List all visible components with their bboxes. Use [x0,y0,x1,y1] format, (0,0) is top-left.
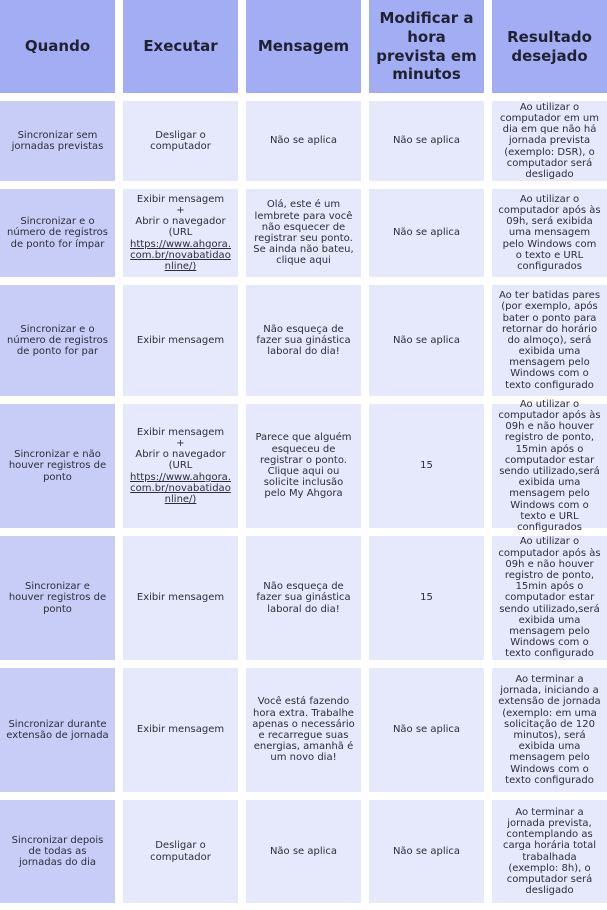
header-resultado: Resultado desejado [492,0,607,93]
cell-quando: Sincronizar e houver registros de ponto [0,536,115,660]
cell-executar: Desligar o computador [123,800,238,903]
cell-quando: Sincronizar e o número de registros de ponto for par [0,285,115,396]
cell-resultado: Ao utilizar o computador após às 09h e não houver registro de ponto, 15min após o computador estar sendo utilizado,será exibida uma mensagem pelo Windows com o texto e URL configurados [492,404,607,528]
cell-resultado: Ao utilizar o computador após às 09h, será exibida uma mensagem pelo Windows com o texto e URL configurados [492,189,607,277]
cell-quando: Sincronizar depois de todas as jornadas do dia [0,800,115,903]
cell-mensagem: Não se aplica [246,800,361,903]
cell-mensagem: Não se aplica [246,101,361,181]
cell-mensagem: Não esqueça de fazer sua ginástica laboral do dia! [246,285,361,396]
cell-minutos: 15 [369,536,484,660]
cell-minutos: 15 [369,404,484,528]
cell-minutos: Não se aplica [369,668,484,792]
cell-quando: Sincronizar sem jornadas previstas [0,101,115,181]
cell-executar [123,189,238,277]
url-link[interactable]: https://www.ahgora.com.br/novabatidaonline/) [130,238,231,272]
cell-resultado: Ao terminar a jornada, iniciando a extensão de jornada (exemplo: em uma solicitação de 120 minutos), será exibida uma mensagem pelo Windows com o texto configurado [492,668,607,792]
cell-minutos: Não se aplica [369,285,484,396]
executar-line: Abrir o navegador (URL [135,216,226,239]
cell-minutos: Não se aplica [369,101,484,181]
cell-mensagem: Parece que alguém esqueceu de registrar o ponto. Clique aqui ou solicite inclusão pelo My Ahgora [246,404,361,528]
cell-executar: Desligar o computador [123,101,238,181]
executar-line: Abrir o navegador (URL [135,449,226,472]
cell-resultado: Ao utilizar o computador em um dia em que não há jornada prevista (exemplo: DSR), o computador será desligado [492,101,607,181]
cell-executar: Exibir mensagem [123,536,238,660]
url-link[interactable]: https://www.ahgora.com.br/novabatidaonline/) [130,471,231,505]
cell-minutos: Não se aplica [369,800,484,903]
cell-executar: Exibir mensagem [123,285,238,396]
cell-resultado: Ao utilizar o computador após às 09h e não houver registro de ponto, 15min após o computador estar sendo utilizado,será exibida uma mensagem pelo Windows com o texto configurado [492,536,607,660]
header-mensagem: Mensagem [246,0,361,93]
executar-stack [129,427,232,505]
cell-quando: Sincronizar durante extensão de jornada [0,668,115,792]
plus-sign: + [176,438,185,450]
cell-resultado: Ao ter batidas pares (por exemplo, após bater o ponto para retornar do horário do almoço), será exibida uma mensagem pelo Windows com o texto configurado [492,285,607,396]
cell-mensagem: Olá, este é um lembrete para você não esquecer de registrar seu ponto. Se ainda não bateu, clique aqui [246,189,361,277]
cell-resultado: Ao terminar a jornada prevista, contemplando as carga horária total trabalhada (exemplo: 8h), o computador será desligado [492,800,607,903]
executar-line: Exibir mensagem [136,426,225,438]
executar-line: Exibir mensagem [136,193,225,205]
cell-executar [123,404,238,528]
cell-mensagem: Não esqueça de fazer sua ginástica laboral do dia! [246,536,361,660]
cell-quando: Sincronizar e não houver registros de ponto [0,404,115,528]
header-quando: Quando [0,0,115,93]
plus-sign: + [176,205,185,217]
header-minutos: Modificar a hora prevista em minutos [369,0,484,93]
cell-executar: Exibir mensagem [123,668,238,792]
cell-quando: Sincronizar e o número de registros de ponto for ímpar [0,189,115,277]
header-executar: Executar [123,0,238,93]
executar-stack [129,194,232,272]
cell-minutos: Não se aplica [369,189,484,277]
cell-mensagem: Você está fazendo hora extra. Trabalhe apenas o necessário e recarregue suas energias, amanhã é um novo dia! [246,668,361,792]
